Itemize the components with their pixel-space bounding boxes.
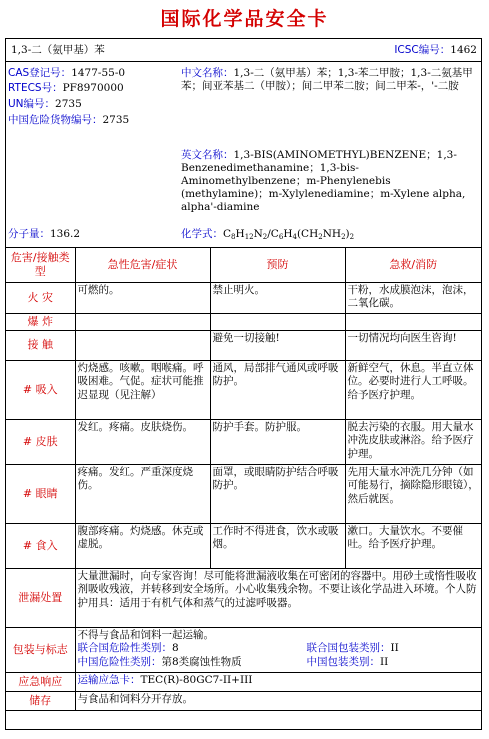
row-type-ingestion: # 食入 bbox=[6, 523, 75, 568]
row-symptom: 可燃的。 bbox=[75, 282, 210, 313]
emergency-card-label: 运输应急卡： bbox=[77, 673, 141, 686]
cas-value: 1477-55-0 bbox=[71, 67, 126, 79]
row-symptom bbox=[75, 313, 210, 330]
icsc-value: 1462 bbox=[450, 44, 477, 56]
un-group-value: II bbox=[390, 642, 399, 654]
formula-label: 化学式： bbox=[181, 228, 223, 240]
row-aid bbox=[345, 313, 481, 330]
packaging-label: 包装与标志 bbox=[6, 627, 75, 672]
header-aid: 急救/消防 bbox=[345, 248, 481, 282]
rtecs-label: RTECS号： bbox=[8, 82, 63, 94]
row-aid: 新鲜空气，休息。半直立体位。必要时进行人工呼吸。给予医疗护理。 bbox=[345, 360, 481, 419]
mw-value: 136.2 bbox=[50, 228, 81, 240]
cn-class-value: 第8类腐蚀性物质 bbox=[161, 655, 242, 668]
table-header-row bbox=[6, 248, 481, 282]
row-symptom: 腹部疼痛。灼烧感。休克或虚脱。 bbox=[75, 523, 210, 568]
header-prevention: 预防 bbox=[210, 248, 345, 282]
cn-group-value: II bbox=[380, 655, 389, 668]
row-type-eyes: # 眼睛 bbox=[6, 464, 75, 523]
rtecs-line bbox=[8, 82, 178, 95]
un-class-value: 8 bbox=[172, 642, 179, 654]
spill-text: 大量泄漏时，向专家咨询！尽可能将泄漏液收集在可密闭的容器中。用砂土或惰性吸收剂吸收残液，并转移到安全场所。小心收集残余物。不要让该化学品进入环境。个人防护用具：适用于有机气体和蒸气的过滤呼吸器。 bbox=[75, 568, 481, 627]
un-group-label: 联合国包装类别： bbox=[306, 642, 391, 654]
rtecs-value: PF8970000 bbox=[62, 82, 124, 94]
identity-block bbox=[6, 62, 481, 248]
spill-label: 泄漏处置 bbox=[6, 568, 75, 627]
table-row bbox=[6, 313, 481, 330]
un-class-label: 联合国危险性类别： bbox=[77, 642, 172, 654]
card-title: 国际化学品安全卡 bbox=[160, 8, 329, 30]
cn-names-text: 1,3-二（氨甲基）苯；1,3-苯二甲胺；1,3-二氨基甲苯；间亚苯基二（甲胺）；间二甲苯二胺；间二甲苯-，'-二胺 bbox=[181, 67, 473, 92]
cn-hazard-label: 中国危险货物编号： bbox=[8, 114, 103, 126]
card-frame bbox=[5, 38, 482, 730]
header-symptom: 急性危害/症状 bbox=[75, 248, 210, 282]
table-row bbox=[6, 419, 481, 464]
cn-group-label: 中国包装类别： bbox=[306, 655, 380, 668]
icsc-number bbox=[394, 44, 477, 57]
row-symptom bbox=[75, 330, 210, 360]
cn-hazard-value: 2735 bbox=[102, 114, 130, 126]
formula bbox=[181, 228, 354, 244]
header-row bbox=[6, 39, 481, 62]
row-prevention: 通风，局部排气通风或呼吸防护。 bbox=[210, 360, 345, 419]
chemical-name: 1,3-二（氨甲基）苯 bbox=[11, 44, 105, 56]
un-value: 2735 bbox=[55, 98, 82, 110]
storage-text: 与食品和饲料分开存放。 bbox=[75, 691, 481, 710]
row-aid: 干粉，水成膜泡沫，泡沫，二氧化碳。 bbox=[345, 282, 481, 313]
un-label: UN编号： bbox=[8, 98, 56, 110]
row-symptom: 疼痛。发红。严重深度烧伤。 bbox=[75, 464, 210, 523]
emergency-card-value: TEC(R)-80GC7-II+III bbox=[140, 673, 253, 686]
en-names-text: 1,3-BIS(AMINOMETHYL)BENZENE；1,3-Benzenedimethanamine；1,3-bis-Aminomethylbenzene；m-Phenylenebis (methylamine)；m-Xylylenediamine；m-Xylene alpha, alpha'-diamine bbox=[181, 149, 466, 213]
packaging-note: 不得与食品和饲料一起运输。 bbox=[77, 628, 214, 641]
icsc-label: ICSC编号： bbox=[394, 44, 451, 56]
row-type-explosion: 爆 炸 bbox=[6, 313, 75, 330]
packaging-content bbox=[75, 627, 481, 672]
header-type: 危害/接触类型 bbox=[6, 248, 75, 282]
emergency-row bbox=[6, 672, 481, 691]
mw-label: 分子量： bbox=[8, 228, 50, 240]
row-symptom: 灼烧感。咳嗽。咽喉痛。呼吸困难。气促。症状可能推迟显现（见注解） bbox=[75, 360, 210, 419]
en-names-label: 英文名称： bbox=[181, 149, 234, 161]
row-type-inhalation: # 吸入 bbox=[6, 360, 75, 419]
table-row bbox=[6, 360, 481, 419]
emergency-label: 应急响应 bbox=[6, 672, 75, 691]
row-prevention: 面罩，或眼睛防护结合呼吸防护。 bbox=[210, 464, 345, 523]
storage-row bbox=[6, 691, 481, 710]
row-aid: 一切情况均向医生咨询! bbox=[345, 330, 481, 360]
row-type-contact: 接 触 bbox=[6, 330, 75, 360]
table-row bbox=[6, 523, 481, 568]
cn-names-label: 中文名称： bbox=[181, 67, 234, 79]
row-prevention: 工作时不得进食，饮水或吸烟。 bbox=[210, 523, 345, 568]
molecular-weight bbox=[8, 228, 80, 241]
table-row bbox=[6, 282, 481, 313]
row-prevention bbox=[210, 313, 345, 330]
packaging-row bbox=[6, 627, 481, 672]
cas-line bbox=[8, 67, 178, 80]
emergency-content bbox=[75, 672, 481, 691]
row-aid: 脱去污染的衣服。用大量水冲洗皮肤或淋浴。给予医疗护理。 bbox=[345, 419, 481, 464]
row-prevention: 禁止明火。 bbox=[210, 282, 345, 313]
row-prevention: 防护手套。防护服。 bbox=[210, 419, 345, 464]
packaging-un-line bbox=[78, 642, 480, 656]
table-row bbox=[6, 464, 481, 523]
storage-label: 储存 bbox=[6, 691, 75, 710]
en-names bbox=[181, 149, 477, 214]
row-type-skin: # 皮肤 bbox=[6, 419, 75, 464]
cn-class-label: 中国危险性类别： bbox=[77, 655, 162, 668]
formula-value: $C_8H_{12}N_2/C_6H_4(CH_2NH_2)_2$ bbox=[223, 228, 355, 241]
row-prevention: 避免一切接触! bbox=[210, 330, 345, 360]
cn-names bbox=[181, 67, 477, 93]
spill-row bbox=[6, 568, 481, 627]
row-aid: 漱口。大量饮水。不要催吐。给予医疗护理。 bbox=[345, 523, 481, 568]
row-type-fire: 火 灾 bbox=[6, 282, 75, 313]
hazard-table bbox=[6, 248, 481, 711]
cn-hazard-line bbox=[8, 114, 178, 127]
packaging-cn-line bbox=[78, 656, 480, 670]
table-row bbox=[6, 330, 481, 360]
un-line bbox=[8, 98, 178, 111]
row-symptom: 发红。疼痛。皮肤烧伤。 bbox=[75, 419, 210, 464]
cas-label: CAS登记号： bbox=[8, 67, 72, 79]
row-aid: 先用大量水冲洗几分钟（如可能易行，摘除隐形眼镜），然后就医。 bbox=[345, 464, 481, 523]
